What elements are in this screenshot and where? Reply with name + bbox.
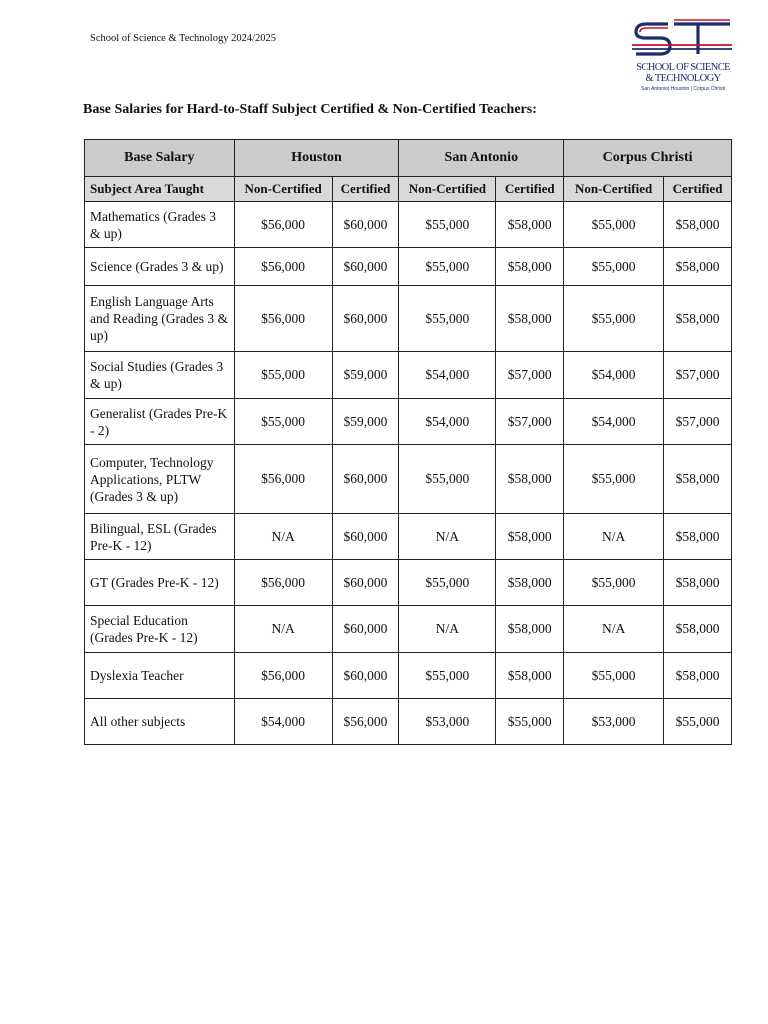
salary-cell: $60,000 xyxy=(332,606,399,653)
subject-cell: Social Studies (Grades 3 & up) xyxy=(85,352,235,399)
salary-cell: $58,000 xyxy=(496,560,564,606)
table-row xyxy=(85,352,732,399)
salary-cell: $58,000 xyxy=(664,560,732,606)
salary-cell: $58,000 xyxy=(496,202,564,248)
table-row xyxy=(85,286,732,352)
subject-cell: Dyslexia Teacher xyxy=(85,653,235,699)
salary-cell: $54,000 xyxy=(234,699,332,745)
subject-cell: GT (Grades Pre-K - 12) xyxy=(85,560,235,606)
salary-cell: $56,000 xyxy=(234,202,332,248)
salary-cell: $58,000 xyxy=(496,286,564,352)
salary-cell: $55,000 xyxy=(564,560,664,606)
header-certified: Certified xyxy=(664,177,732,202)
subject-cell: English Language Arts and Reading (Grades 3 & up) xyxy=(85,286,235,352)
salary-cell: $59,000 xyxy=(332,352,399,399)
logo-campuses: San Antonio| Houston | Corpus Christi xyxy=(640,86,726,92)
salary-cell: $55,000 xyxy=(234,352,332,399)
salary-cell: $55,000 xyxy=(399,653,496,699)
subject-cell: Science (Grades 3 & up) xyxy=(85,248,235,286)
salary-cell: $57,000 xyxy=(664,399,732,445)
subject-cell: Computer, Technology Applications, PLTW (Grades 3 & up) xyxy=(85,445,235,514)
st-logo-icon xyxy=(632,18,732,62)
table-row xyxy=(85,653,732,699)
salary-cell: $58,000 xyxy=(496,248,564,286)
salary-cell: $56,000 xyxy=(332,699,399,745)
logo-name-line1: SCHOOL OF SCIENCE xyxy=(636,62,730,73)
salary-cell: N/A xyxy=(564,514,664,560)
header-base-salary: Base Salary xyxy=(85,140,235,177)
salary-cell: N/A xyxy=(399,514,496,560)
table-row xyxy=(85,514,732,560)
salary-cell: $58,000 xyxy=(664,514,732,560)
header-subject-area: Subject Area Taught xyxy=(85,177,235,202)
school-logo xyxy=(628,18,738,98)
salary-cell: $53,000 xyxy=(399,699,496,745)
salary-cell: $55,000 xyxy=(234,399,332,445)
salary-cell: $58,000 xyxy=(496,445,564,514)
salary-cell: $55,000 xyxy=(564,445,664,514)
salary-cell: $60,000 xyxy=(332,202,399,248)
header-corpus-christi: Corpus Christi xyxy=(564,140,732,177)
table-top-header xyxy=(85,140,732,177)
table-body xyxy=(85,202,732,745)
salary-cell: $57,000 xyxy=(664,352,732,399)
salary-table xyxy=(84,139,732,745)
table-row xyxy=(85,699,732,745)
salary-cell: $58,000 xyxy=(664,202,732,248)
salary-cell: $57,000 xyxy=(496,352,564,399)
salary-cell: $55,000 xyxy=(399,286,496,352)
salary-cell: $60,000 xyxy=(332,286,399,352)
header-san-antonio: San Antonio xyxy=(399,140,564,177)
salary-cell: $55,000 xyxy=(399,202,496,248)
document-title: Base Salaries for Hard-to-Staff Subject Certified & Non-Certified Teachers: xyxy=(83,102,537,117)
salary-cell: $53,000 xyxy=(564,699,664,745)
salary-cell: $56,000 xyxy=(234,445,332,514)
table-sub-header xyxy=(85,177,732,202)
salary-cell: $58,000 xyxy=(664,606,732,653)
salary-cell: $60,000 xyxy=(332,248,399,286)
salary-cell: $58,000 xyxy=(496,606,564,653)
salary-cell: N/A xyxy=(399,606,496,653)
subject-cell: All other subjects xyxy=(85,699,235,745)
salary-cell: $60,000 xyxy=(332,514,399,560)
header-certified: Certified xyxy=(332,177,399,202)
salary-cell: $56,000 xyxy=(234,653,332,699)
salary-cell: $56,000 xyxy=(234,560,332,606)
salary-cell: $55,000 xyxy=(564,286,664,352)
salary-cell: $58,000 xyxy=(664,286,732,352)
salary-cell: $55,000 xyxy=(496,699,564,745)
table-row xyxy=(85,560,732,606)
logo-school-name xyxy=(628,62,738,84)
header-certified: Certified xyxy=(496,177,564,202)
salary-cell: $55,000 xyxy=(399,445,496,514)
salary-cell: $60,000 xyxy=(332,560,399,606)
salary-cell: $58,000 xyxy=(496,653,564,699)
subject-cell: Special Education (Grades Pre-K - 12) xyxy=(85,606,235,653)
document-header: School of Science & Technology 2024/2025 xyxy=(90,33,277,44)
salary-cell: $58,000 xyxy=(496,514,564,560)
header-non-certified: Non-Certified xyxy=(234,177,332,202)
salary-cell: $60,000 xyxy=(332,445,399,514)
salary-cell: N/A xyxy=(234,514,332,560)
subject-cell: Mathematics (Grades 3 & up) xyxy=(85,202,235,248)
salary-cell: $55,000 xyxy=(564,653,664,699)
table-row xyxy=(85,606,732,653)
header-non-certified: Non-Certified xyxy=(399,177,496,202)
salary-cell: $55,000 xyxy=(564,248,664,286)
salary-cell: $58,000 xyxy=(664,445,732,514)
header-non-certified: Non-Certified xyxy=(564,177,664,202)
logo-name-line2: & TECHNOLOGY xyxy=(645,73,721,84)
salary-cell: $54,000 xyxy=(564,399,664,445)
subject-cell: Generalist (Grades Pre-K - 2) xyxy=(85,399,235,445)
subject-cell: Bilingual, ESL (Grades Pre-K - 12) xyxy=(85,514,235,560)
salary-cell: $55,000 xyxy=(664,699,732,745)
salary-cell: $54,000 xyxy=(564,352,664,399)
table-row xyxy=(85,399,732,445)
salary-cell: $55,000 xyxy=(399,560,496,606)
salary-cell: N/A xyxy=(564,606,664,653)
salary-cell: $54,000 xyxy=(399,352,496,399)
table-row xyxy=(85,248,732,286)
header-houston: Houston xyxy=(234,140,399,177)
salary-cell: $56,000 xyxy=(234,248,332,286)
table-row xyxy=(85,445,732,514)
salary-cell: $56,000 xyxy=(234,286,332,352)
salary-cell: $58,000 xyxy=(664,248,732,286)
salary-cell: $59,000 xyxy=(332,399,399,445)
salary-cell: $55,000 xyxy=(564,202,664,248)
table-row xyxy=(85,202,732,248)
salary-cell: $55,000 xyxy=(399,248,496,286)
salary-cell: $54,000 xyxy=(399,399,496,445)
salary-cell: $57,000 xyxy=(496,399,564,445)
salary-cell: $58,000 xyxy=(664,653,732,699)
salary-cell: N/A xyxy=(234,606,332,653)
salary-cell: $60,000 xyxy=(332,653,399,699)
